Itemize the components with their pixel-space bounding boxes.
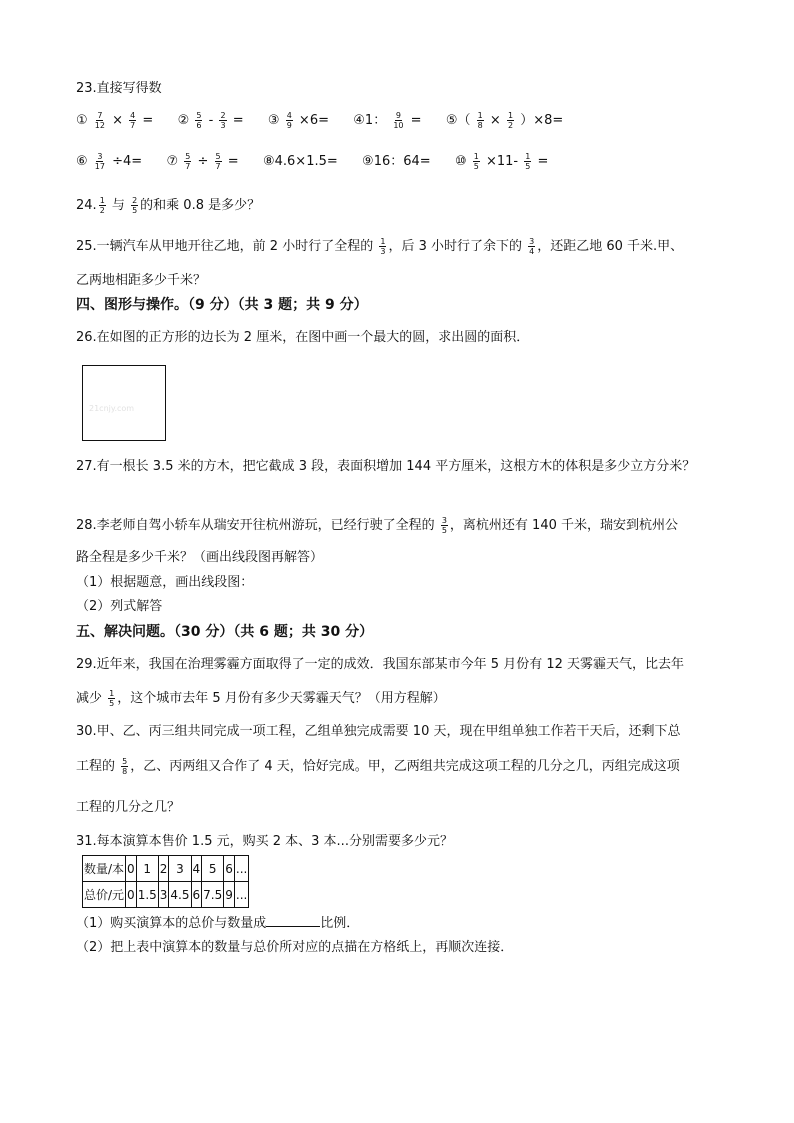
table-cell: ... (234, 882, 248, 908)
table-cell: 1 (136, 856, 158, 882)
fraction: $\frac{5}{7}$ (185, 152, 191, 171)
q23-item3: ③ $\frac{4}{9}$ ×6= (267, 111, 329, 130)
table-cell: 2 (158, 856, 169, 882)
q24: 24. $\frac{1}{2}$ 与 $\frac{2}{5}$ 的和乘 0.8 是多少？ (76, 196, 261, 215)
table-cell: 6 (224, 856, 235, 882)
fraction: $\frac{4}{9}$ (286, 111, 292, 130)
table-cell: 1.5 (136, 882, 158, 908)
fraction: $\frac{3}{17}$ (94, 152, 105, 171)
fraction: $\frac{5}{6}$ (196, 111, 202, 130)
q30-line1: 30.甲、乙、丙三组共同完成一项工程，乙组单独完成需要 10 天，现在甲组单独工作若干天后，还剩下总 (76, 724, 681, 739)
q23-item10: ⑩ $\frac{1}{5}$ ×11- $\frac{1}{5}$ = (454, 152, 549, 171)
q23-item2: ② $\frac{5}{6}$ - $\frac{2}{3}$ = (177, 111, 244, 130)
table-cell: 9 (224, 882, 235, 908)
table-cell: 0 (126, 856, 137, 882)
q23-item1: ① $\frac{7}{12}$ × $\frac{4}{7}$ = (76, 111, 154, 130)
price-table (82, 855, 249, 908)
q31-sub2: （2）把上表中演算本的数量与总价所对应的点描在方格纸上，再顺次连接． (76, 940, 514, 955)
fraction: $\frac{1}{2}$ (99, 196, 105, 215)
q25-line1: 25.一辆汽车从甲地开往乙地，前 2 小时行了全程的 $\frac{1}{3}$ ，后 3 小时行了余下的 $\frac{3}{4}$ ，还距乙地 60 千米.甲、 (76, 237, 684, 256)
q26-text: 26.在如图的正方形的边长为 2 厘米，在图中画一个最大的圆，求出圆的面积． (76, 330, 530, 345)
q31-sub1: （1）购买演算本的总价与数量成 比例． (76, 916, 360, 931)
q23-item6: ⑥ $\frac{3}{17}$ ÷4= (76, 152, 143, 171)
fraction: $\frac{4}{7}$ (130, 111, 136, 130)
watermark: 21cnjy.com (89, 404, 135, 413)
fraction: $\frac{3}{4}$ (529, 237, 535, 256)
q23-title: 23.直接写得数 (76, 81, 162, 96)
table-cell: 4 (191, 856, 202, 882)
fraction: $\frac{1}{5}$ (473, 152, 479, 171)
fraction: $\frac{1}{5}$ (109, 689, 115, 708)
square-figure (82, 365, 166, 441)
fraction: $\frac{1}{3}$ (380, 237, 386, 256)
fraction: $\frac{1}{2}$ (507, 111, 514, 130)
q23-item4: ④1： $\frac{9}{10}$ = (353, 111, 422, 130)
fraction: $\frac{2}{5}$ (132, 196, 138, 215)
fraction: $\frac{3}{5}$ (441, 516, 447, 535)
q31-title: 31.每本演算本售价 1.5 元，购买 2 本、3 本...分别需要多少元？ (76, 834, 453, 849)
table-cell: 6 (191, 882, 202, 908)
fraction: $\frac{5}{8}$ (122, 757, 128, 776)
q23-item9: ⑨16：64= (362, 154, 431, 169)
q23-item5: ⑤（ $\frac{1}{8}$ × $\frac{1}{2}$ ）×8= (445, 111, 564, 130)
q23-row1 (76, 111, 563, 130)
table-cell: 5 (202, 856, 224, 882)
q29-line1: 29.近年来，我国在治理雾霾方面取得了一定的成效．我国东部某市今年 5 月份有 12 天雾霾天气，比去年 (76, 657, 685, 672)
section-5-heading: 五、解决问题。（30 分）（共 6 题；共 30 分） (76, 624, 374, 640)
table-row (83, 856, 249, 882)
q29-line2: 减少 $\frac{1}{5}$ ，这个城市去年 5 月份有多少天雾霾天气？（用方程解） (76, 689, 446, 708)
q28-sub2: （2）列式解答 (76, 599, 163, 614)
q23-item7: ⑦ $\frac{5}{7}$ ÷ $\frac{5}{7}$ = (166, 152, 239, 171)
q28-sub1: （1）根据题意，画出线段图： (76, 575, 254, 590)
table-cell: 7.5 (202, 882, 224, 908)
q23-item8: ⑧4.6×1.5= (262, 154, 338, 169)
table-cell: 0 (126, 882, 137, 908)
q28-line2: 路全程是多少千米？（画出线段图再解答） (76, 550, 324, 565)
fraction: $\frac{9}{10}$ (393, 111, 404, 130)
section-4-heading: 四、图形与操作。（9 分）（共 3 题；共 9 分） (76, 297, 368, 313)
fraction: $\frac{1}{5}$ (525, 152, 531, 171)
fraction: $\frac{1}{8}$ (477, 111, 483, 130)
fraction: $\frac{2}{3}$ (220, 111, 226, 130)
table-cell: 4.5 (169, 882, 191, 908)
table-cell: 数量/本 (83, 856, 126, 882)
q27-text: 27.有一根长 3.5 米的方木，把它截成 3 段，表面积增加 144 平方厘米，这根方木的体积是多少立方分米？ (76, 459, 696, 474)
q23-row2 (76, 152, 548, 171)
answer-blank[interactable] (266, 914, 320, 927)
q28-line1: 28.李老师自驾小轿车从瑞安开往杭州游玩，已经行驶了全程的 $\frac{3}{5}$ ，离杭州还有 140 千米，瑞安到杭州公 (76, 516, 678, 535)
table-cell: 总价/元 (83, 882, 126, 908)
table-row (83, 882, 249, 908)
q25-line2: 乙两地相距多少千米？ (76, 273, 207, 288)
q30-line3: 工程的几分之几？ (76, 800, 181, 815)
table-cell: 3 (158, 882, 169, 908)
q30-line2: 工程的 $\frac{5}{8}$ ，乙、丙两组又合作了 4 天，恰好完成。甲，乙两组共完成这项工程的几分之几，丙组完成这项 (76, 757, 680, 776)
table-cell: 3 (169, 856, 191, 882)
fraction: $\frac{5}{7}$ (215, 152, 221, 171)
table-cell: ... (234, 856, 248, 882)
fraction: $\frac{7}{12}$ (94, 111, 105, 130)
